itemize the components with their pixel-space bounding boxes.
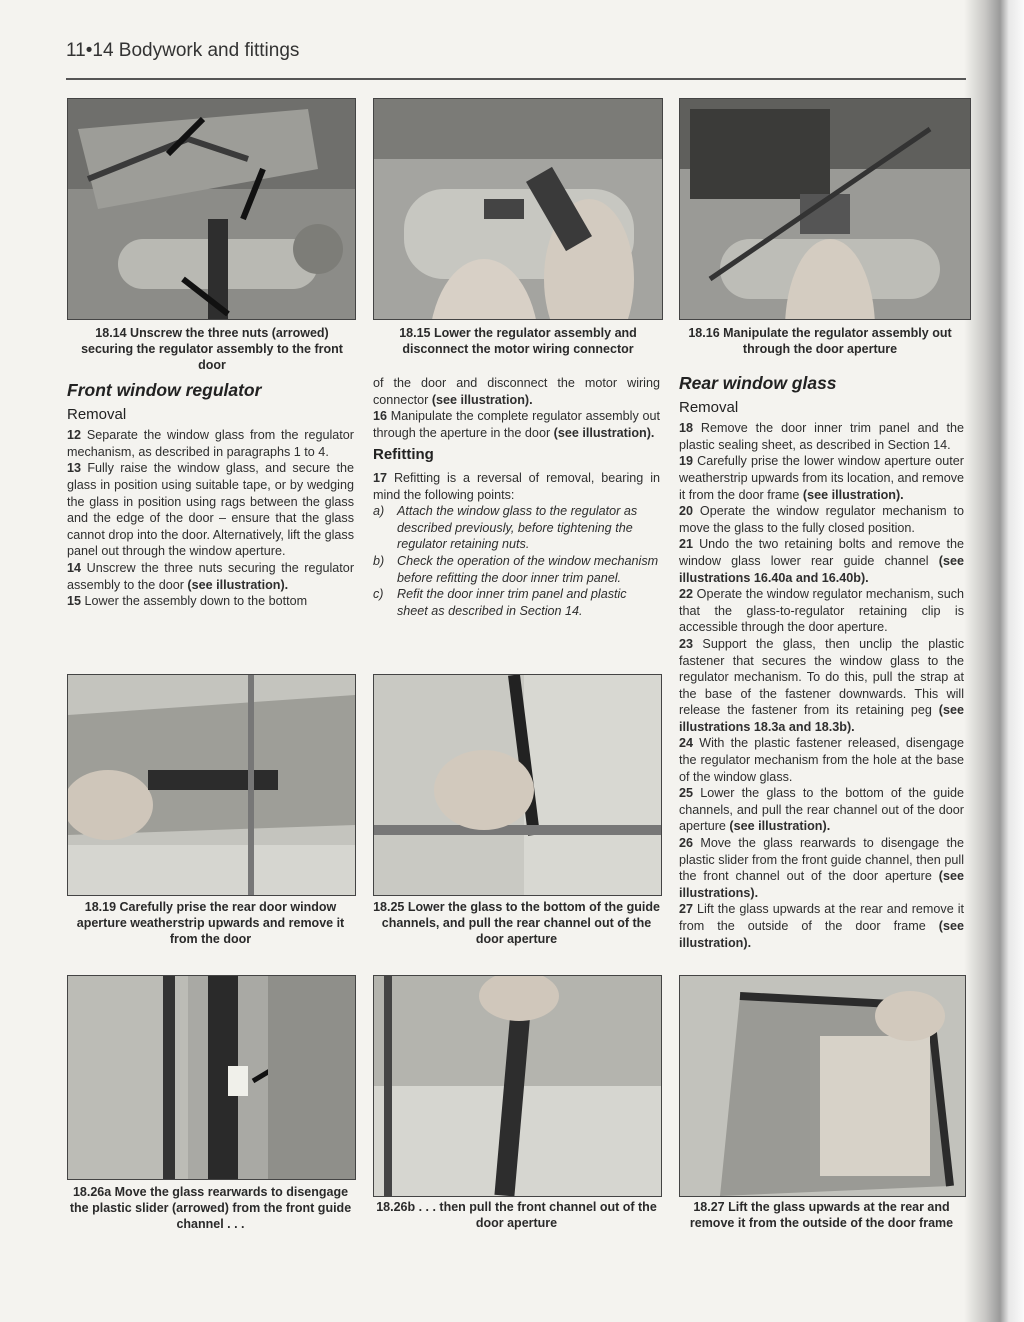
step-14: 14 Unscrew the three nuts securing the regulator assembly to the door (see illustration). bbox=[67, 560, 355, 592]
step-20: 20 Operate the window regulator mechanism to move the glass to the fully closed position. bbox=[679, 504, 964, 535]
caption-18-25: 18.25 Lower the glass to the bottom of the guide channels, and pull the rear channel out of the door aperture bbox=[373, 900, 660, 946]
photo-18-26b bbox=[373, 975, 662, 1197]
subheading-removal: Removal bbox=[67, 405, 127, 423]
caption-18-26b: 18.26b . . . then pull the front channel out of the door aperture bbox=[376, 1200, 657, 1230]
photo-18-19 bbox=[67, 674, 356, 896]
photo-18-25 bbox=[373, 674, 662, 896]
caption-18-27: 18.27 Lift the glass upwards at the rear and remove it from the outside of the door frame bbox=[689, 1200, 954, 1230]
point-c: c) Refit the door inner trim panel and plastic sheet as described in Section 14. bbox=[373, 587, 627, 618]
step-17: 17 Refitting is a reversal of removal, bearing in mind the following points: bbox=[373, 470, 660, 502]
step-25: 25 Lower the glass to the bottom of the guide channels, and pull the rear channel out of the door aperture (see illustration). bbox=[679, 786, 964, 834]
step-24: 24 With the plastic fastener released, disengage the regulator mechanism from the hole at the base of the window glass. bbox=[679, 736, 964, 784]
step-26: 26 Move the glass rearwards to disengage the plastic slider from the front guide channel, then pull the front channel out of the door aperture (see illustrations). bbox=[679, 836, 964, 900]
column-3 bbox=[679, 373, 964, 951]
page-header: 11•14 Bodywork and fittings bbox=[66, 40, 300, 61]
heading-front-window-regulator: Front window regulator bbox=[67, 380, 262, 400]
step-15: 15 Lower the assembly down to the bottom bbox=[67, 594, 308, 609]
step-13: 13 Fully raise the window glass, and secure the glass in position using suitable tape, or by wedging the glass in position using rags between the glass and the edge of the door – ensure that the glass cannot drop into the door. Alternatively, lift the glass panel out through the window aperture. bbox=[67, 461, 354, 559]
caption-18-14: 18.14 Unscrew the three nuts (arrowed) securing the regulator assembly to the front door bbox=[81, 326, 343, 372]
subheading-refitting: Refitting bbox=[373, 446, 434, 464]
photo-18-14 bbox=[67, 98, 356, 320]
column-1 bbox=[67, 380, 354, 610]
page-binding-shadow bbox=[964, 0, 1024, 1322]
caption-18-19: 18.19 Carefully prise the rear door window aperture weatherstrip upwards and remove it from the door bbox=[76, 900, 345, 946]
subheading-removal-rear: Removal bbox=[679, 398, 739, 416]
step-22: 22 Operate the window regulator mechanism, such that the glass-to-regulator retaining clip is accessible through the door aperture. bbox=[679, 587, 964, 635]
point-a: a) Attach the window glass to the regulator as described previously, before tightening the regulator retaining nuts. bbox=[373, 504, 638, 552]
header-rule bbox=[66, 78, 966, 80]
step-27: 27 Lift the glass upwards at the rear and remove it from the outside of the door frame (see illustration). bbox=[679, 902, 964, 950]
step-12: 12 Separate the window glass from the regulator mechanism, as described in paragraphs 1 to 4. bbox=[67, 428, 354, 459]
photo-18-26a bbox=[67, 975, 356, 1180]
caption-18-26a: 18.26a Move the glass rearwards to disengage the plastic slider (arrowed) from the front guide channel . . . bbox=[69, 1185, 352, 1231]
step-18: 18 Remove the door inner trim panel and the plastic sealing sheet, as described in Section 14. bbox=[679, 421, 964, 452]
heading-rear-window-glass: Rear window glass bbox=[679, 373, 837, 393]
caption-18-16: 18.16 Manipulate the regulator assembly out through the door aperture bbox=[688, 326, 952, 356]
refitting-points bbox=[373, 503, 660, 619]
step-15-continued: of the door and disconnect the motor wiring connector (see illustration). bbox=[373, 376, 660, 407]
step-16: 16 Manipulate the complete regulator assembly out through the aperture in the door (see illustration). bbox=[373, 409, 660, 440]
step-19: 19 Carefully prise the lower window aperture outer weatherstrip upwards from its location, and remove it from the door frame (see illustration). bbox=[679, 454, 964, 502]
photo-18-15 bbox=[373, 98, 663, 320]
step-21: 21 Undo the two retaining bolts and remove the window glass lower rear guide channel (see illustrations 16.40a and 16.40b). bbox=[679, 537, 964, 585]
point-b: b) Check the operation of the window mechanism before refitting the door inner trim panel. bbox=[373, 553, 659, 585]
photo-18-16 bbox=[679, 98, 971, 320]
step-23: 23 Support the glass, then unclip the plastic fastener that secures the window glass to the regulator mechanism. To do this, pull the strap at the base of the fastener downwards. This will release the fastener from its retaining peg (see illustrations 18.3a and 18.3b). bbox=[679, 636, 964, 734]
photo-18-27 bbox=[679, 975, 966, 1197]
caption-18-15: 18.15 Lower the regulator assembly and disconnect the motor wiring connector bbox=[399, 326, 637, 356]
column-2 bbox=[373, 375, 660, 619]
